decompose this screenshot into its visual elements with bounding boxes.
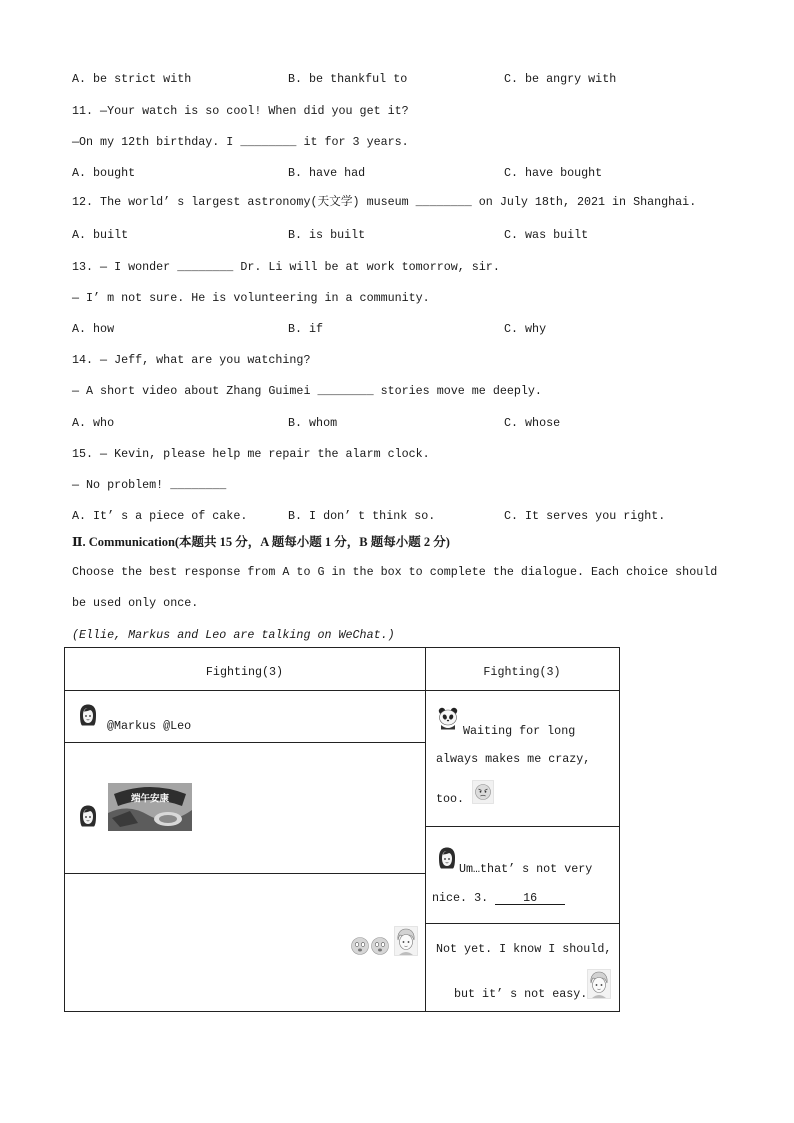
table-column-divider [425,648,426,1011]
table-row-divider [426,826,619,827]
ellie-avatar-icon [78,804,98,828]
chat-mention-text: @Markus @Leo [107,719,192,733]
chat-message-3-line2: but it’ s not easy. [454,987,588,1001]
chat-message-1-line2: always makes me crazy, [436,752,591,766]
q11-option-b: B. have had [288,166,366,180]
q10-option-c: C. be angry with [504,72,617,86]
q13-option-b: B. if [288,322,324,336]
table-row-divider [426,690,619,691]
table-row-divider [65,742,425,743]
q12-option-a: A. built [72,228,129,242]
q14-option-c: C. whose [504,416,561,430]
table-row-divider [65,873,425,874]
q14-option-a: A. who [72,416,115,430]
q12-option-b: B. is built [288,228,366,242]
section2-instruction-line1: Choose the best response from A to G in the box to complete the dialogue. Each choice should [72,565,718,579]
section2-heading: Ⅱ. Communication(本题共 15 分，A 题每小题 1 分，B 题每小题 2 分) [72,535,450,549]
q10-option-a: A. be strict with [72,72,192,86]
scared-face-icon [350,936,370,956]
table-row-divider [65,690,425,691]
dragon-boat-sticker-icon [108,783,192,831]
q12-option-c: C. was built [504,228,589,242]
chat-message-1-line1: Waiting for long [463,724,576,738]
sticker-text: 端午安康 [130,793,170,805]
q14-answer-line: — A short video about Zhang Guimei ________ stories move me deeply. [72,384,542,398]
q12-question: 12. The world’ s largest astronomy(天文学) museum ________ on July 18th, 2021 in Shanghai. [72,195,697,209]
chat-left-header: Fighting(3) [205,665,284,679]
q11-question: 11. —Your watch is so cool! When did you get it? [72,104,409,118]
angry-face-icon [472,780,494,804]
leo-avatar-icon [394,926,418,956]
chat-message-2-line2 [432,891,565,905]
scared-face-icon [370,936,390,956]
panda-avatar-icon [437,706,459,730]
q15-option-c: C. It serves you right. [504,509,666,523]
q13-option-a: A. how [72,322,115,336]
q11-option-a: A. bought [72,166,136,180]
q15-question: 15. — Kevin, please help me repair the alarm clock. [72,447,430,461]
chat-message-2-prefix: nice. 3. [432,891,496,905]
chat-message-3-line1: Not yet. I know I should, [436,942,612,956]
q14-option-b: B. whom [288,416,338,430]
chat-message-2-line1: Um…that’ s not very [459,862,593,876]
q14-question: 14. — Jeff, what are you watching? [72,353,311,367]
q11-option-c: C. have bought [504,166,603,180]
ellie-avatar-icon [78,703,98,727]
q13-answer-line: — I’ m not sure. He is volunteering in a community. [72,291,430,305]
q15-answer-line: — No problem! ________ [72,478,227,492]
leo-avatar-icon [587,969,611,999]
chat-message-1-line3: too. [436,792,465,806]
section2-context: (Ellie, Markus and Leo are talking on WeChat.) [72,628,395,642]
answer-blank-16: 16 [495,892,565,905]
table-row-divider [426,923,619,924]
q11-answer-line: —On my 12th birthday. I ________ it for 3 years. [72,135,409,149]
ellie-avatar-icon [437,846,457,870]
q15-option-b: B. I don’ t think so. [288,509,436,523]
chat-right-header: Fighting(3) [483,665,561,679]
q13-option-c: C. why [504,322,547,336]
q15-option-a: A. It’ s a piece of cake. [72,509,248,523]
section2-instruction-line2: be used only once. [72,596,199,610]
q13-question: 13. — I wonder ________ Dr. Li will be at work tomorrow, sir. [72,260,500,274]
q10-option-b: B. be thankful to [288,72,408,86]
